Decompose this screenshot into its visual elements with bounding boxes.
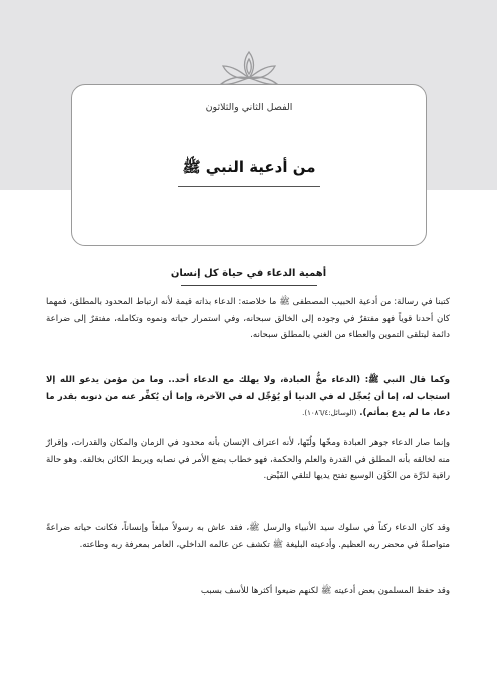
title-underline xyxy=(178,186,320,187)
paragraph-3: وإنما صار الدعاء جوهر العبادة ومخّها ولُبّها، لأنه اعتراف الإنسان بأنه محدود في الزمان والمكان والقدرات، وإقرارٌ منه لخالقه بأنه المطلق في القدرة والعلم والحكمة، فهو خطاب يضع الأمر في نصابه ويربط الكائن بخالقه. وهو حالة راقية لذَرَّة من الكَوْن الوسيع تفتح يديها لتلقي الفَيْض. xyxy=(46,438,450,481)
hadith-quote: وكما قال النبي ﷺ: (الدعاء مخُّ العبادة، ولا يهلك مع الدعاء أحد.. وما من مؤمن يدعو الله إلا استجاب له، إما أن يُعجِّل له في الدنيا أو يُؤجِّل له في الآخرة، وإما أن يُكفِّر عنه من ذنوبه بقدر ما دعا، ما لم يدع بمأثم). xyxy=(46,375,450,418)
hadith-reference: (الوسائل:١٠٨٦/٤). xyxy=(302,409,357,417)
chapter-label: الفصل الثاني والثلاثون xyxy=(205,102,293,113)
paragraph-1: كتبنا في رسالة: من أدعية الحبيب المصطفى ﷺ ما خلاصته: الدعاء بذاته قيمة لأنه ارتباط المحدود بالمطلق، فمهما كان أحدنا قوياً فهو مفتقرٌ في وجوده إلى الخالق سبحانه، وفي استمرار حياته ونموه وتكامله، مفتقرٌ إلى ضراعة دائمة ليتلقى التموين والعطاء من الغني بالمطلق سبحانه. xyxy=(46,297,450,340)
paragraph-2 xyxy=(46,372,450,422)
section-heading-underline xyxy=(181,285,317,286)
chapter-title-box xyxy=(71,84,427,246)
paragraph-4: وقد كان الدعاء ركناً في سلوك سيد الأنبياء والرسل ﷺ، فقد عاش به رسولاً مبلغاً وإنساناً، فكانت حياته ضراعةً متواصلةً في محضر ربه العظيم. وأدعيته البليغة ﷺ تكشف عن عالمه الداخلي، العامر بمعرفة ربه وطاعته. xyxy=(46,523,450,550)
chapter-title: من أدعية النبي ﷺ xyxy=(182,158,316,176)
section-heading: أهمية الدعاء في حياة كل إنسان xyxy=(170,268,327,279)
paragraph-5: وقد حفظ المسلمون بعض أدعيته ﷺ لكنهم ضيعوا أكثرها للأسف بسبب xyxy=(200,586,450,596)
